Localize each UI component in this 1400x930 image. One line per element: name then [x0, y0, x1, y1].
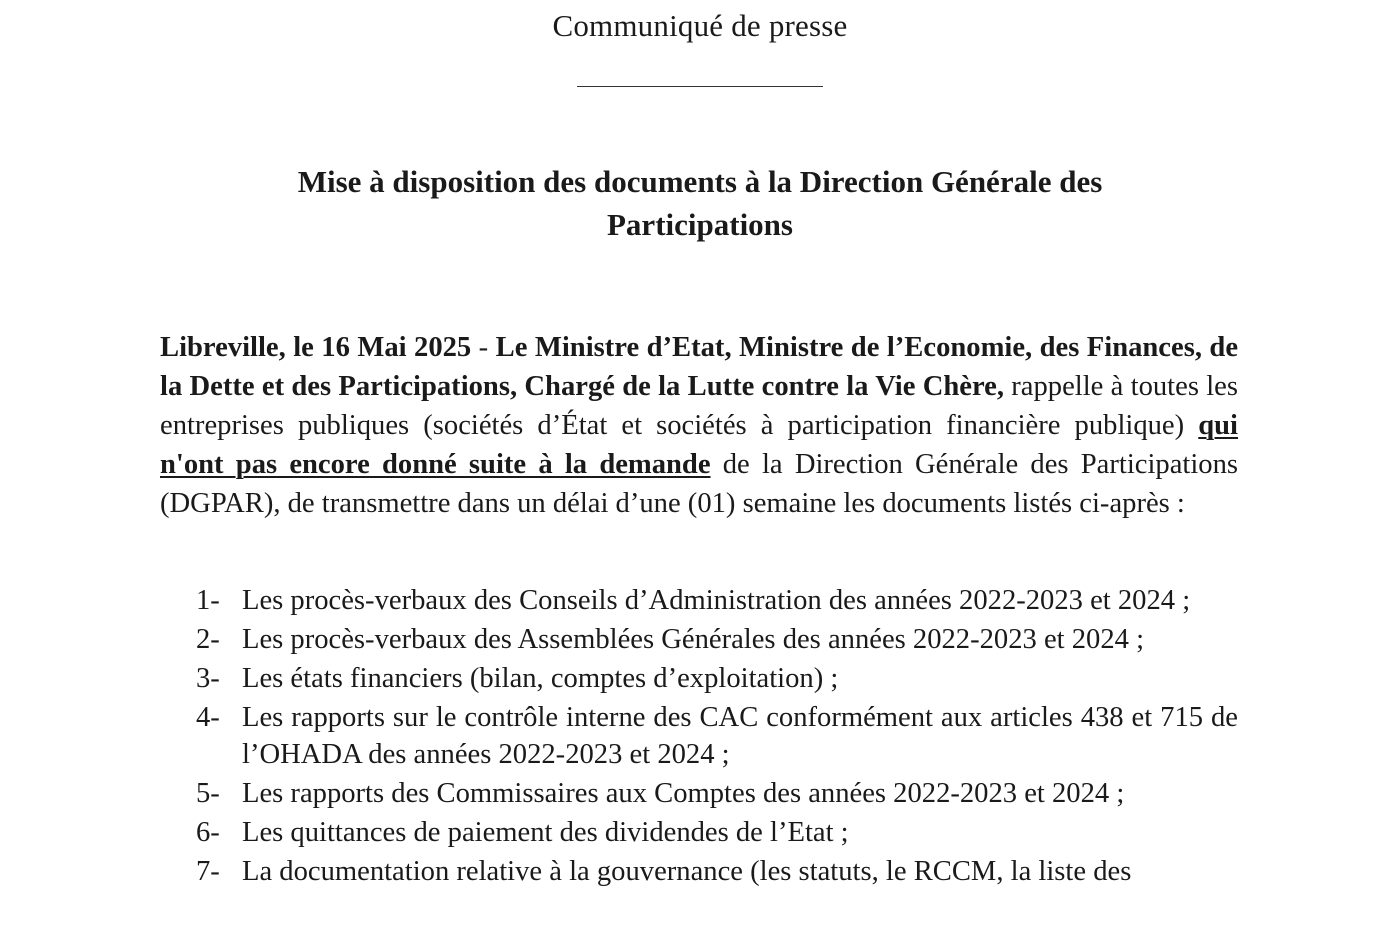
document-list-item [196, 699, 1238, 773]
dateline-separator: - [471, 332, 496, 363]
document-list-item [196, 660, 1238, 697]
intro-paragraph [160, 328, 1238, 523]
dateline: Libreville, le 16 Mai 2025 [160, 332, 472, 363]
list-item-number: 3- [196, 663, 220, 694]
document-list-item [196, 814, 1238, 851]
document-list-item [196, 621, 1238, 658]
list-item-text: La documentation relative à la gouvernance (les statuts, le RCCM, la liste des [242, 856, 1132, 887]
list-item-number: 5- [196, 778, 220, 809]
list-item-number: 7- [196, 856, 220, 887]
list-item-text: Les rapports sur le contrôle interne des CAC conformément aux articles 438 et 715 de l’OHADA des années 2022-2023 et 2024 ; [242, 702, 1238, 770]
title-line-2: Participations [607, 207, 793, 242]
document-type-label: Communiqué de presse [552, 8, 848, 43]
intro-text-before: rappelle à toutes les entreprises publiques (sociétés d’État et sociétés à participation financière publique) [160, 371, 1238, 441]
document-list-item [196, 853, 1238, 890]
intro-text-after: de la Direction Générale des Participations (DGPAR), de transmettre dans un délai d’une (01) semaine les documents listés ci-après : [160, 449, 1238, 519]
list-item-text: Les quittances de paiement des dividendes de l’Etat ; [242, 817, 849, 848]
header-divider [577, 86, 823, 87]
list-item-text: Les procès-verbaux des Conseils d’Administration des années 2022-2023 et 2024 ; [242, 585, 1191, 616]
list-item-text: Les procès-verbaux des Assemblées Générales des années 2022-2023 et 2024 ; [242, 624, 1145, 655]
list-item-number: 6- [196, 817, 220, 848]
emphasized-clause: qui n'ont pas encore donné suite à la demande [160, 410, 1238, 480]
list-item-number: 1- [196, 585, 220, 616]
document-list-item [196, 775, 1238, 812]
title-line-1: Mise à disposition des documents à la Direction Générale des [297, 164, 1103, 199]
list-item-text: Les rapports des Commissaires aux Comptes des années 2022-2023 et 2024 ; [242, 778, 1125, 809]
required-documents-list [196, 582, 1238, 892]
document-list-item [196, 582, 1238, 619]
list-item-number: 4- [196, 702, 220, 733]
issuing-authority: Le Ministre d’Etat, Ministre de l’Economie, des Finances, de la Dette et des Participations, Chargé de la Lutte contre la Vie Chère, [160, 332, 1239, 402]
list-item-text: Les états financiers (bilan, comptes d’exploitation) ; [242, 663, 839, 694]
document-title [160, 160, 1240, 246]
list-item-number: 2- [196, 624, 220, 655]
